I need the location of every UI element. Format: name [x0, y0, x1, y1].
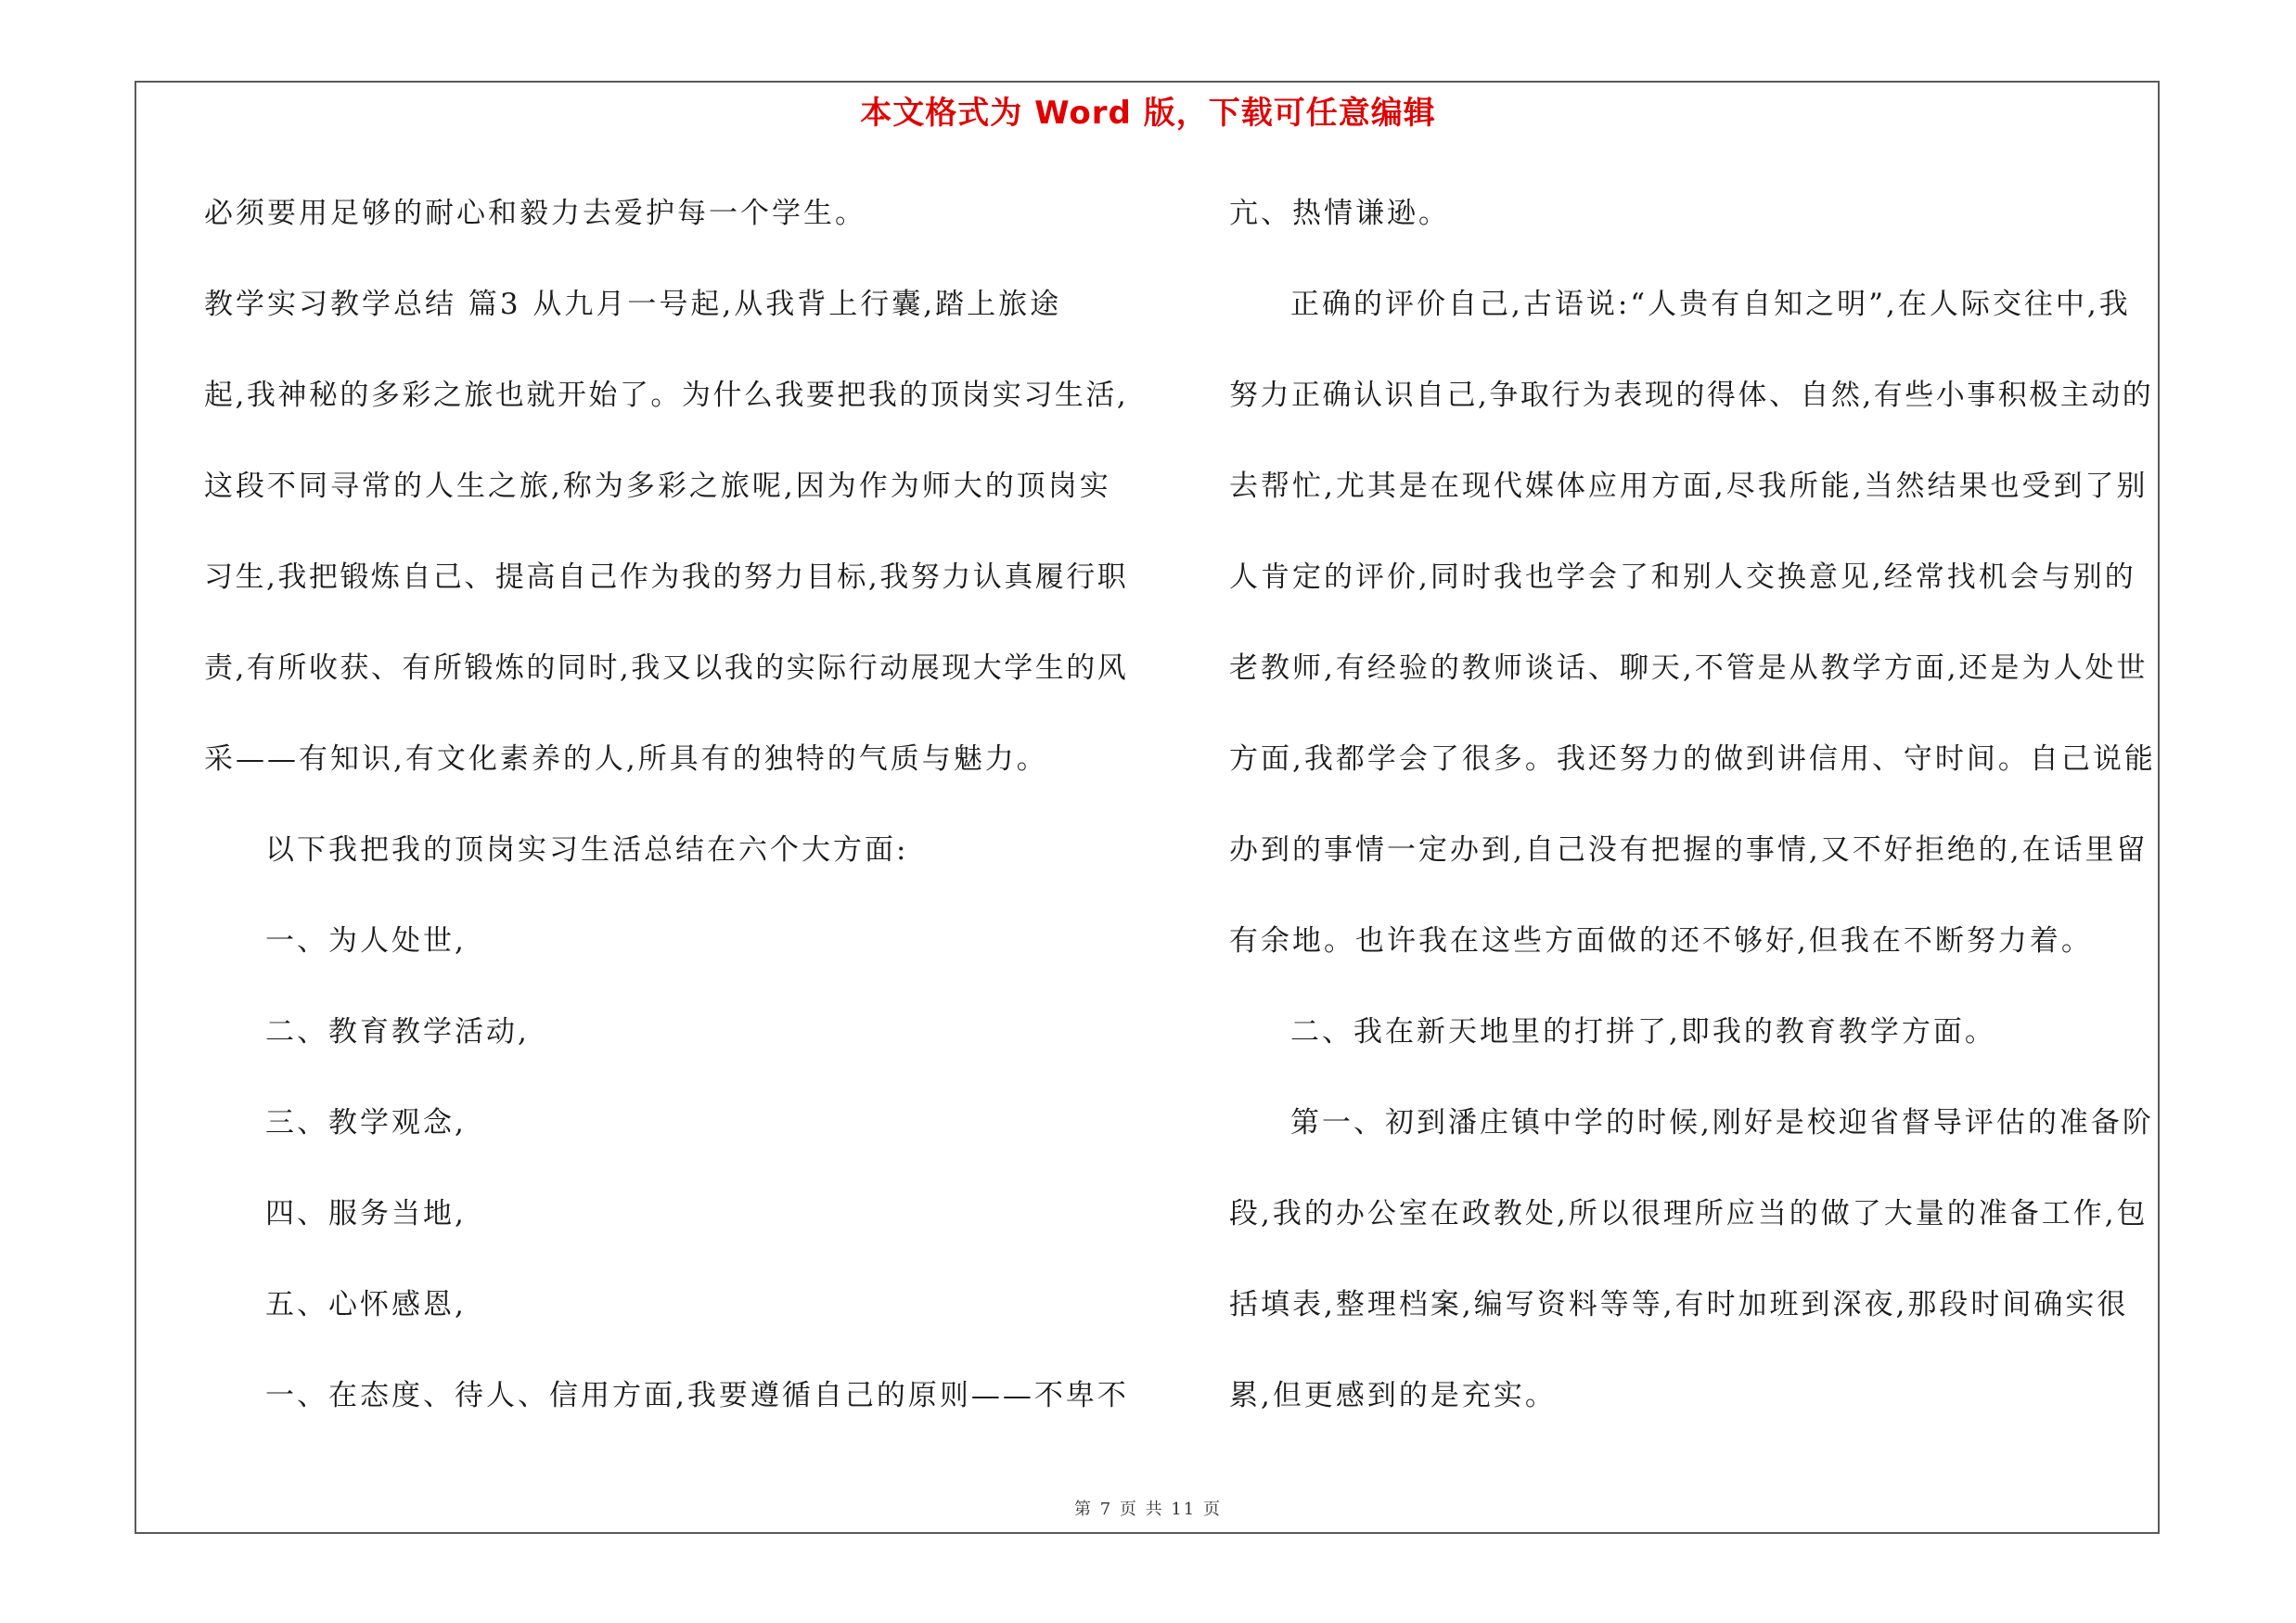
text-line: 责,有所收获、有所锻炼的同时,我又以我的实际行动展现大学生的风 [204, 651, 1129, 685]
page-number: 第 7 页 共 11 页 [1074, 1500, 1222, 1519]
text-line: 二、我在新天地里的打拼了,即我的教育教学方面。 [1290, 1015, 1996, 1049]
text-line: 三、教学观念, [265, 1106, 467, 1140]
text-line: 教学实习教学总结 篇3 从九月一号起,从我背上行囊,踏上旅途 [204, 288, 1062, 321]
text-line: 必须要用足够的耐心和毅力去爱护每一个学生。 [204, 197, 866, 230]
text-line: 一、为人处世, [265, 924, 467, 958]
text-line: 累,但更感到的是充实。 [1229, 1379, 1557, 1412]
text-line: 亢、热情谦逊。 [1229, 197, 1450, 230]
text-line: 采——有知识,有文化素养的人,所具有的独特的气质与魅力。 [204, 742, 1048, 776]
right-column [1229, 184, 2157, 1457]
text-line: 老教师,有经验的教师谈话、聊天,不管是从教学方面,还是为人处世 [1229, 651, 2148, 685]
text-line: 以下我把我的顶岗实习生活总结在六个大方面: [265, 833, 909, 867]
text-line: 五、心怀感恩, [265, 1288, 467, 1321]
text-line: 段,我的办公室在政教处,所以很理所应当的做了大量的准备工作,包 [1229, 1197, 2148, 1230]
text-line: 起,我神秘的多彩之旅也就开始了。为什么我要把我的顶岗实习生活, [204, 379, 1129, 412]
text-line: 有余地。也许我在这些方面做的还不够好,但我在不断努力着。 [1229, 924, 2093, 958]
text-line: 习生,我把锻炼自己、提高自己作为我的努力目标,我努力认真履行职 [204, 560, 1129, 594]
text-line: 去帮忙,尤其是在现代媒体应用方面,尽我所能,当然结果也受到了别 [1229, 470, 2148, 503]
text-line: 一、在态度、待人、信用方面,我要遵循自己的原则——不卑不 [265, 1379, 1129, 1412]
text-line: 括填表,整理档案,编写资料等等,有时加班到深夜,那段时间确实很 [1229, 1288, 2129, 1321]
text-line: 方面,我都学会了很多。我还努力的做到讲信用、守时间。自己说能 [1229, 742, 2156, 776]
text-line: 努力正确认识自己,争取行为表现的得体、自然,有些小事积极主动的 [1229, 379, 2154, 412]
text-line: 办到的事情一定办到,自己没有把握的事情,又不好拒绝的,在话里留 [1229, 833, 2148, 867]
left-column [204, 184, 1132, 1457]
text-line: 四、服务当地, [265, 1197, 467, 1230]
text-line: 这段不同寻常的人生之旅,称为多彩之旅呢,因为作为师大的顶岗实 [204, 470, 1111, 503]
text-line: 人肯定的评价,同时我也学会了和别人交换意见,经常找机会与别的 [1229, 560, 2136, 594]
text-line: 二、教育教学活动, [265, 1015, 530, 1049]
text-line: 正确的评价自己,古语说:“人贵有自知之明”,在人际交往中,我 [1290, 288, 2131, 321]
format-banner: 本文格式为 Word 版，下载可任意编辑 [860, 95, 1436, 132]
text-line: 第一、初到潘庄镇中学的时候,刚好是校迎省督导评估的准备阶 [1290, 1106, 2154, 1140]
